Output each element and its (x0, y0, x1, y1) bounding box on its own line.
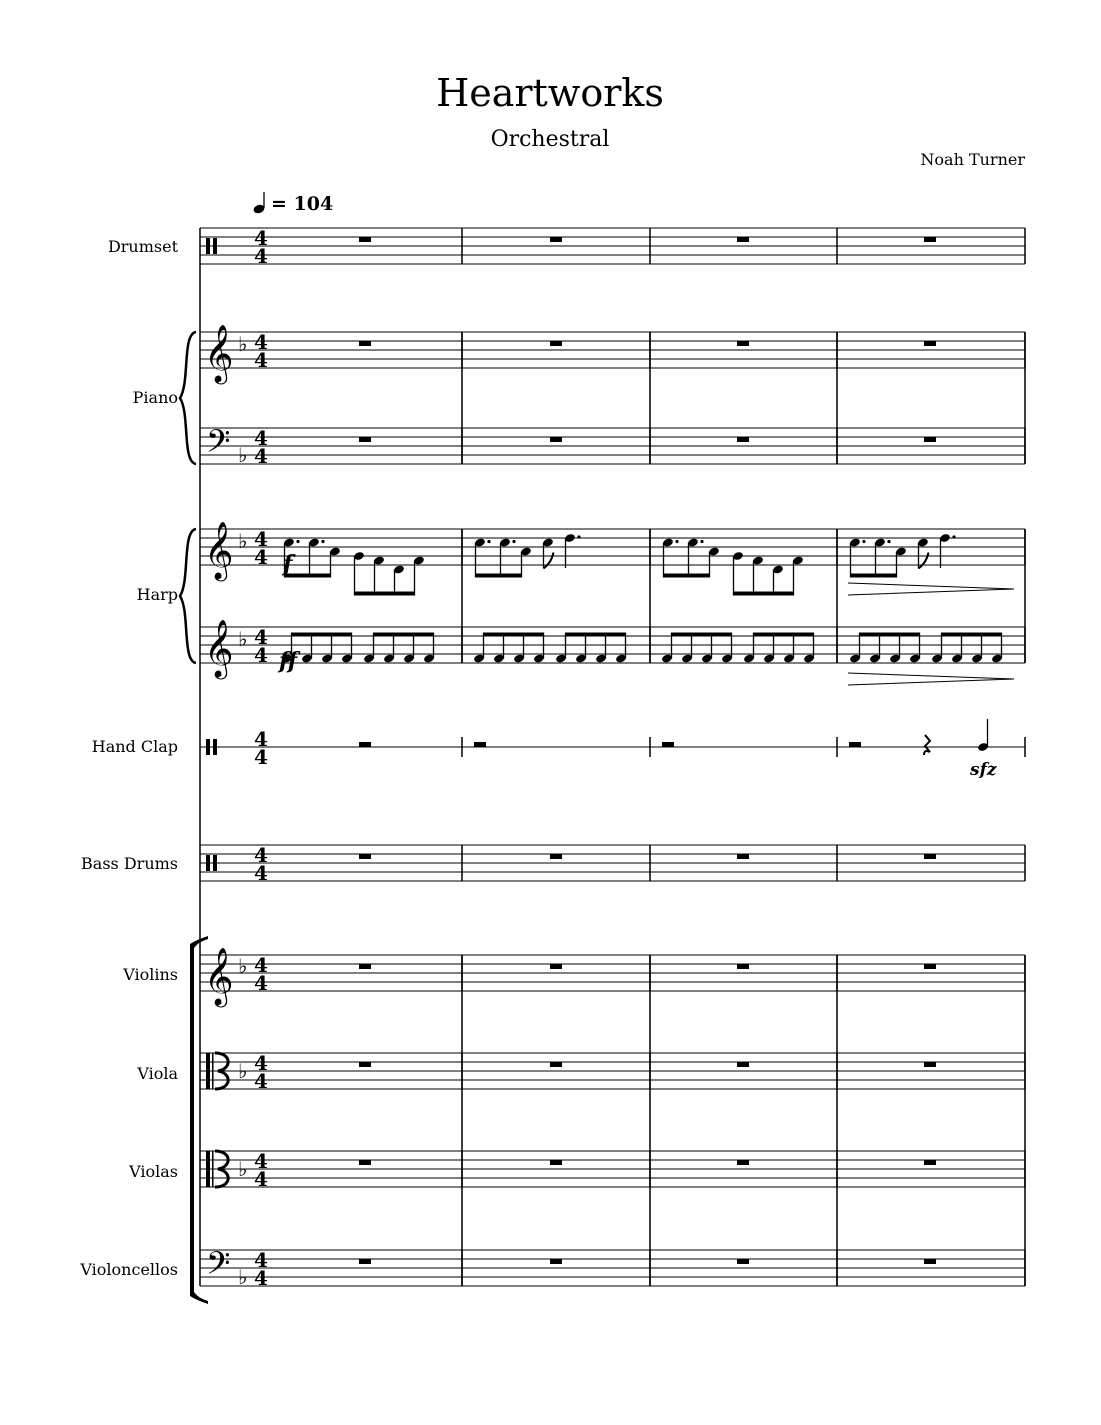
harp-brace (180, 529, 196, 663)
time-signature-numerator: 4 (254, 1051, 268, 1075)
note (849, 537, 866, 547)
beam (566, 633, 626, 637)
half-rest (849, 742, 861, 747)
flat-icon: ♭ (238, 954, 248, 978)
flat-icon: ♭ (238, 443, 248, 467)
flat-icon: ♭ (238, 332, 248, 356)
time-signature-denominator: 4 (254, 971, 268, 995)
composer-name: Noah Turner (920, 150, 1025, 169)
whole-rest (737, 964, 749, 969)
time-signature-numerator: 4 (254, 426, 268, 450)
whole-rest (359, 437, 371, 442)
whole-rest (924, 1062, 936, 1067)
beam (664, 574, 710, 578)
beam (374, 633, 434, 637)
whole-rest (359, 742, 371, 747)
time-signature-numerator: 4 (254, 1248, 268, 1272)
whole-rest (737, 1259, 749, 1264)
time-signature-denominator: 4 (254, 244, 268, 268)
whole-rest (737, 1062, 749, 1067)
flat-icon: ♭ (238, 1059, 248, 1083)
time-signature-denominator: 4 (254, 545, 268, 569)
instrument-name-harp: Harp (136, 585, 178, 604)
bass-clef-icon: 𝄢 (206, 423, 231, 467)
whole-rest (737, 237, 749, 242)
note (874, 537, 891, 547)
time-signature-numerator: 4 (254, 1149, 268, 1173)
whole-rest (924, 437, 936, 442)
flat-icon: ♭ (238, 529, 248, 553)
bass-clef-icon: 𝄢 (206, 1245, 231, 1289)
beam (860, 633, 920, 637)
whole-rest (550, 341, 562, 346)
note (474, 537, 491, 547)
whole-rest (550, 964, 562, 969)
beam (355, 592, 415, 596)
whole-rest (359, 964, 371, 969)
piano-bass-staff (200, 423, 1025, 468)
time-signature-denominator: 4 (254, 861, 268, 885)
instrument-name-drumset: Drumset (107, 237, 178, 256)
whole-rest (737, 437, 749, 442)
whole-rest (550, 1062, 562, 1067)
whole-rest (359, 1062, 371, 1067)
staves (200, 226, 1025, 1290)
flat-icon: ♭ (238, 627, 248, 651)
time-signature-denominator: 4 (254, 1266, 268, 1290)
decrescendo-hairpin (848, 673, 1014, 685)
beam (672, 633, 732, 637)
instrument-name-violins: Violins (123, 965, 178, 984)
violas-staff (200, 1149, 1025, 1191)
dynamic-fortissimo: ff (279, 648, 298, 674)
note (939, 533, 956, 543)
time-signature-numerator: 4 (254, 330, 268, 354)
time-signature-denominator: 4 (254, 444, 268, 468)
violoncellos-staff (200, 1245, 1025, 1290)
piano-treble-staff (200, 324, 1025, 385)
dynamic-forte: f (283, 551, 293, 577)
tempo-marking (252, 192, 333, 215)
time-signature-numerator: 4 (254, 625, 268, 649)
drumset-staff (200, 226, 1025, 268)
whole-rest (550, 1160, 562, 1165)
dynamic-sforzando: sfz (970, 760, 997, 780)
whole-rest (737, 854, 749, 859)
piano-brace (180, 332, 196, 464)
note (662, 537, 679, 547)
beam (734, 592, 794, 596)
hand-clap-staff (200, 727, 1025, 769)
whole-rest (737, 341, 749, 346)
instrument-name-piano: Piano (132, 388, 178, 407)
beam (292, 633, 352, 637)
beam (942, 633, 1002, 637)
decrescendo-hairpin (848, 583, 1014, 595)
flat-icon: ♭ (238, 1265, 248, 1289)
time-signature-numerator: 4 (254, 953, 268, 977)
whole-rest (359, 341, 371, 346)
instrument-name-viola: Viola (137, 1064, 178, 1083)
whole-rest (924, 237, 936, 242)
whole-rest (737, 1160, 749, 1165)
note-flag (544, 553, 554, 569)
time-signature-denominator: 4 (254, 745, 268, 769)
tempo-value: = 104 (271, 193, 334, 215)
treble-clef-icon: 𝄞 (204, 947, 234, 1005)
half-rest (662, 742, 674, 747)
note (499, 537, 516, 547)
treble-clef-icon: 𝄞 (204, 521, 234, 579)
whole-rest (924, 341, 936, 346)
instrument-name-violoncellos: Violoncellos (80, 1260, 178, 1279)
whole-rest (550, 237, 562, 242)
time-signature-numerator: 4 (254, 226, 268, 250)
whole-rest (550, 1259, 562, 1264)
treble-clef-icon: 𝄞 (204, 619, 234, 677)
whole-rest (359, 1259, 371, 1264)
whole-rest (924, 1259, 936, 1264)
whole-rest (924, 964, 936, 969)
violins-staff (200, 947, 1025, 1008)
time-signature-denominator: 4 (254, 1069, 268, 1093)
instrument-name-violas: Violas (129, 1162, 178, 1181)
score-subtitle: Orchestral (490, 127, 610, 152)
note (308, 537, 325, 547)
time-signature-denominator: 4 (254, 643, 268, 667)
flat-icon: ♭ (238, 1157, 248, 1181)
whole-rest (924, 1160, 936, 1165)
whole-rest (359, 854, 371, 859)
treble-clef-icon: 𝄞 (204, 324, 234, 382)
beam (476, 574, 522, 578)
whole-rest (550, 854, 562, 859)
beam (851, 574, 897, 578)
instrument-name-hand-clap: Hand Clap (91, 737, 178, 756)
note (283, 537, 300, 547)
bass-drums-staff (200, 843, 1025, 885)
quarter-rest (924, 735, 930, 755)
note-flag (919, 553, 929, 569)
whole-rest (924, 854, 936, 859)
time-signature-numerator: 4 (254, 727, 268, 751)
note (564, 533, 581, 543)
instrument-name-bass-drums: Bass Drums (81, 854, 178, 873)
time-signature-denominator: 4 (254, 348, 268, 372)
note (687, 537, 704, 547)
score-title: Heartworks (436, 71, 664, 115)
beam (484, 633, 544, 637)
whole-rest (550, 437, 562, 442)
whole-rest (359, 1160, 371, 1165)
beam (754, 633, 814, 637)
harp-lower-staff (200, 619, 1025, 680)
viola-staff (200, 1051, 1025, 1093)
whole-rest (359, 237, 371, 242)
time-signature-numerator: 4 (254, 843, 268, 867)
time-signature-denominator: 4 (254, 1167, 268, 1191)
time-signature-numerator: 4 (254, 527, 268, 551)
half-rest (474, 742, 486, 747)
